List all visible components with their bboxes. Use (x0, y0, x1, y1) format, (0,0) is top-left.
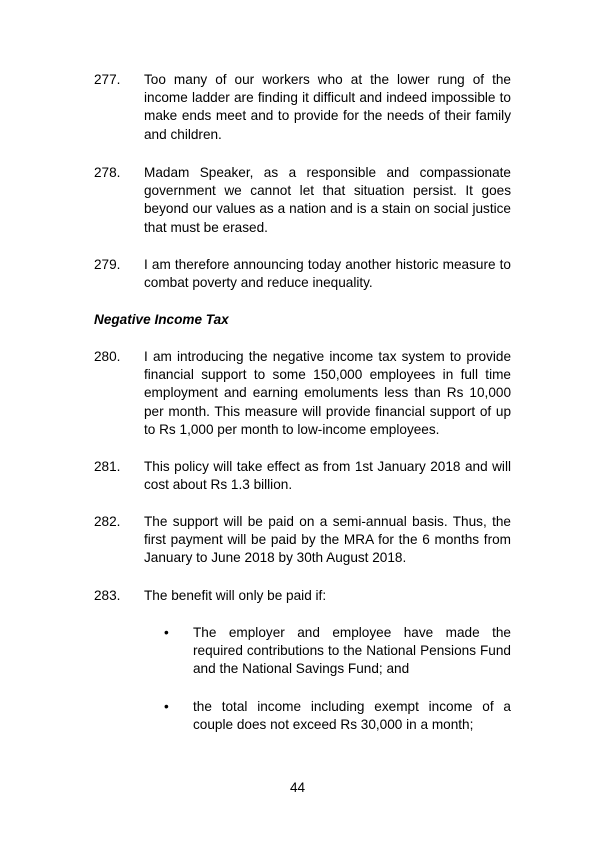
bullet-icon: • (164, 625, 169, 640)
paragraph-282 (94, 513, 511, 568)
paragraph-number: 278. (94, 165, 121, 180)
paragraph-279 (94, 256, 511, 292)
paragraph-text: The support will be paid on a semi-annual basis. Thus, the first payment will be paid by the MRA for the 6 months from January to June 2018 by 30th August 2018. (144, 514, 511, 566)
paragraph-280 (94, 348, 511, 439)
paragraph-text: I am therefore announcing today another historic measure to combat poverty and reduce inequality. (144, 257, 511, 291)
paragraph-number: 277. (94, 72, 121, 87)
paragraph-text: The benefit will only be paid if: (144, 588, 327, 603)
bullet-text: The employer and employee have made the required contributions to the National Pensions Fund and the National Savings Fund; and (193, 625, 511, 677)
bullet-item (164, 698, 511, 734)
paragraph-text: Madam Speaker, as a responsible and compassionate government we cannot let that situation persist. It goes beyond our values as a nation and is a stain on social justice that must be erased. (144, 165, 511, 235)
bullet-icon: • (164, 699, 169, 714)
section-heading: Negative Income Tax (94, 312, 229, 327)
page-number: 44 (289, 780, 306, 795)
paragraph-number: 279. (94, 257, 121, 272)
paragraph-283 (94, 587, 511, 605)
paragraph-number: 280. (94, 349, 121, 364)
paragraph-text: Too many of our workers who at the lower rung of the income ladder are finding it difficult and indeed impossible to make ends meet and to provide for the needs of their family and children. (144, 72, 511, 142)
paragraph-278 (94, 164, 511, 237)
paragraph-277 (94, 71, 511, 144)
paragraph-text: I am introducing the negative income tax system to provide financial support to some 150,000 employees in full time employment and earning emoluments less than Rs 10,000 per month. This measure will provide financial support of up to Rs 1,000 per month to low-income employees. (144, 349, 511, 437)
bullet-text: the total income including exempt income of a couple does not exceed Rs 30,000 in a month; (193, 699, 511, 733)
paragraph-number: 283. (94, 588, 121, 603)
paragraph-number: 282. (94, 514, 121, 529)
paragraph-number: 281. (94, 459, 121, 474)
paragraph-text: This policy will take effect as from 1st January 2018 and will cost about Rs 1.3 billion. (144, 459, 511, 493)
paragraph-281 (94, 458, 511, 494)
bullet-item (164, 624, 511, 679)
